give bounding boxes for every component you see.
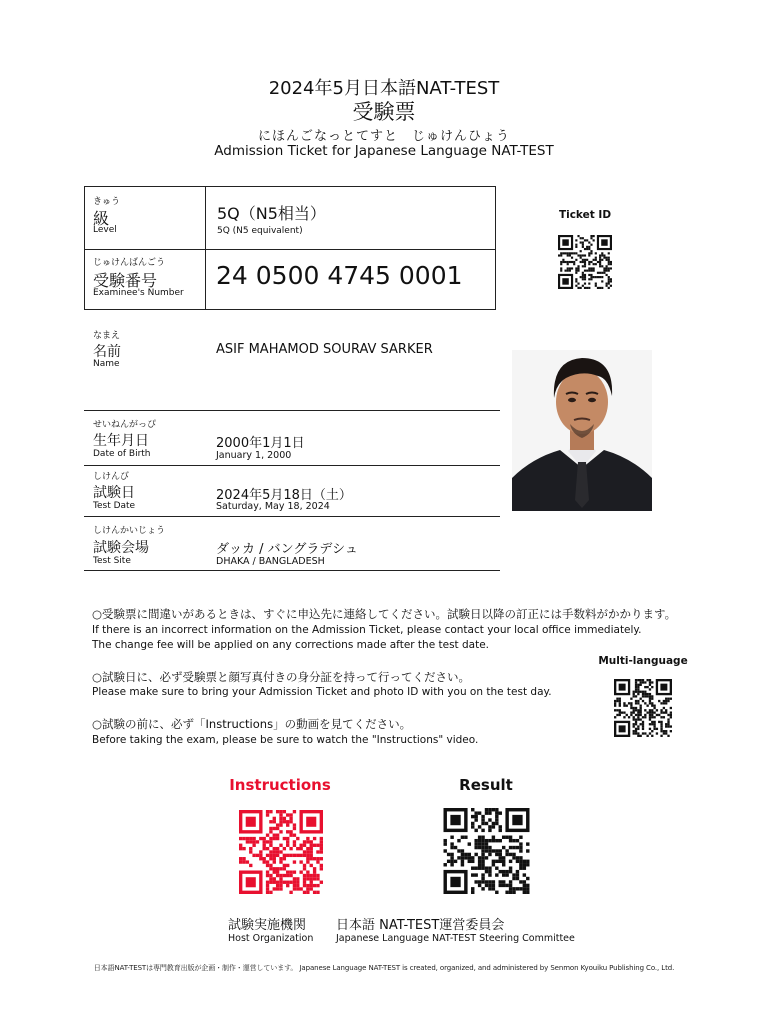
instructions-qr-icon[interactable] — [237, 810, 325, 894]
examinee-photo — [512, 350, 652, 511]
test-site-ruby: しけんかいじょう — [93, 526, 166, 536]
multi-language-qr-icon — [613, 679, 673, 737]
level-ruby: きゅう — [93, 197, 121, 207]
notice-2-japanese: ○試験日に、必ず受験票と顔写真付きの身分証を持って行ってください。 — [92, 670, 471, 684]
host-organization-label-english: Host Organization — [228, 933, 314, 944]
level-examinee-box — [84, 186, 496, 310]
examinee-number: 24 0500 4745 0001 — [216, 261, 463, 290]
host-organization-name: 日本語 NAT-TEST運営委員会 — [336, 918, 505, 933]
test-date-ruby: しけんび — [93, 472, 130, 482]
instructions-label: Instructions — [229, 776, 331, 794]
result-qr-icon[interactable] — [442, 808, 531, 894]
test-date-label: 試験日 — [93, 485, 135, 501]
examinee-label: 受験番号 — [93, 271, 158, 290]
multi-language-label: Multi-language — [598, 655, 688, 667]
examinee-label-english: Examinee's Number — [93, 288, 184, 298]
ticket-id-label: Ticket ID — [558, 209, 612, 221]
level-label: 級 — [93, 209, 110, 228]
host-organization-label: 試験実施機関 — [228, 918, 307, 933]
dob-value-english: January 1, 2000 — [216, 450, 292, 461]
dob-label: 生年月日 — [93, 433, 149, 449]
divider-line — [84, 516, 500, 517]
test-date-value-english: Saturday, May 18, 2024 — [216, 501, 330, 512]
divider-line — [84, 570, 500, 571]
name-ruby: なまえ — [93, 331, 121, 341]
notice-1-japanese: ○受験票に間違いがあるときは、すぐに申込先に連絡してください。試験日以降の訂正には手数料がかかります。 — [92, 607, 677, 621]
name-label: 名前 — [93, 344, 121, 360]
document-title-kana: にほんごなっとてすと じゅけんひょう — [257, 129, 510, 144]
notice-1-english-line1: If there is an incorrect information on the Admission Ticket, please contact your local office immediately. — [92, 624, 642, 636]
notice-3-english: Before taking the exam, please be sure to watch the "Instructions" video. — [92, 734, 479, 746]
name-value: ASIF MAHAMOD SOURAV SARKER — [216, 342, 433, 357]
examinee-ruby: じゅけんばんごう — [93, 258, 166, 268]
divider-line — [84, 410, 500, 411]
dob-value: 2000年1月1日 — [216, 436, 305, 451]
notice-3-japanese: ○試験の前に、必ず「Instructions」の動画を見てください。 — [92, 717, 412, 731]
box-divider-vertical — [205, 187, 206, 309]
document-title-english: Admission Ticket for Japanese Language NAT-TEST — [214, 143, 554, 159]
test-site-value-english: DHAKA / BANGLADESH — [216, 556, 325, 567]
test-site-value: ダッカ / バングラデシュ — [216, 542, 358, 557]
notice-2-english: Please make sure to bring your Admission Ticket and photo ID with you on the test day. — [92, 686, 552, 698]
test-site-label-english: Test Site — [93, 556, 131, 566]
result-label: Result — [459, 776, 513, 794]
exam-title: 2024年5月日本語NAT-TEST — [268, 78, 500, 99]
test-date-value: 2024年5月18日（土） — [216, 488, 352, 503]
divider-line — [84, 465, 500, 466]
dob-ruby: せいねんがっぴ — [93, 420, 157, 430]
test-date-label-english: Test Date — [93, 501, 136, 511]
name-label-english: Name — [93, 359, 120, 369]
ticket-id-qr-icon — [557, 235, 613, 289]
test-site-label: 試験会場 — [93, 540, 149, 556]
box-divider-horizontal — [85, 249, 495, 250]
notice-1-english-line2: The change fee will be applied on any corrections made after the test date. — [92, 639, 490, 651]
level-value-english: 5Q (N5 equivalent) — [217, 226, 303, 236]
footer-note: 日本語NAT-TESTは専門教育出版が企画・制作・運営しています。 Japanese Language NAT-TEST is created, organized, and administered by Senmon Kyouiku Publishing Co., Ltd. — [93, 964, 675, 972]
host-organization-name-english: Japanese Language NAT-TEST Steering Committee — [336, 933, 575, 944]
document-title: 受験票 — [352, 100, 416, 124]
level-value: 5Q（N5相当） — [217, 204, 326, 223]
dob-label-english: Date of Birth — [93, 449, 151, 459]
level-label-english: Level — [93, 225, 117, 235]
